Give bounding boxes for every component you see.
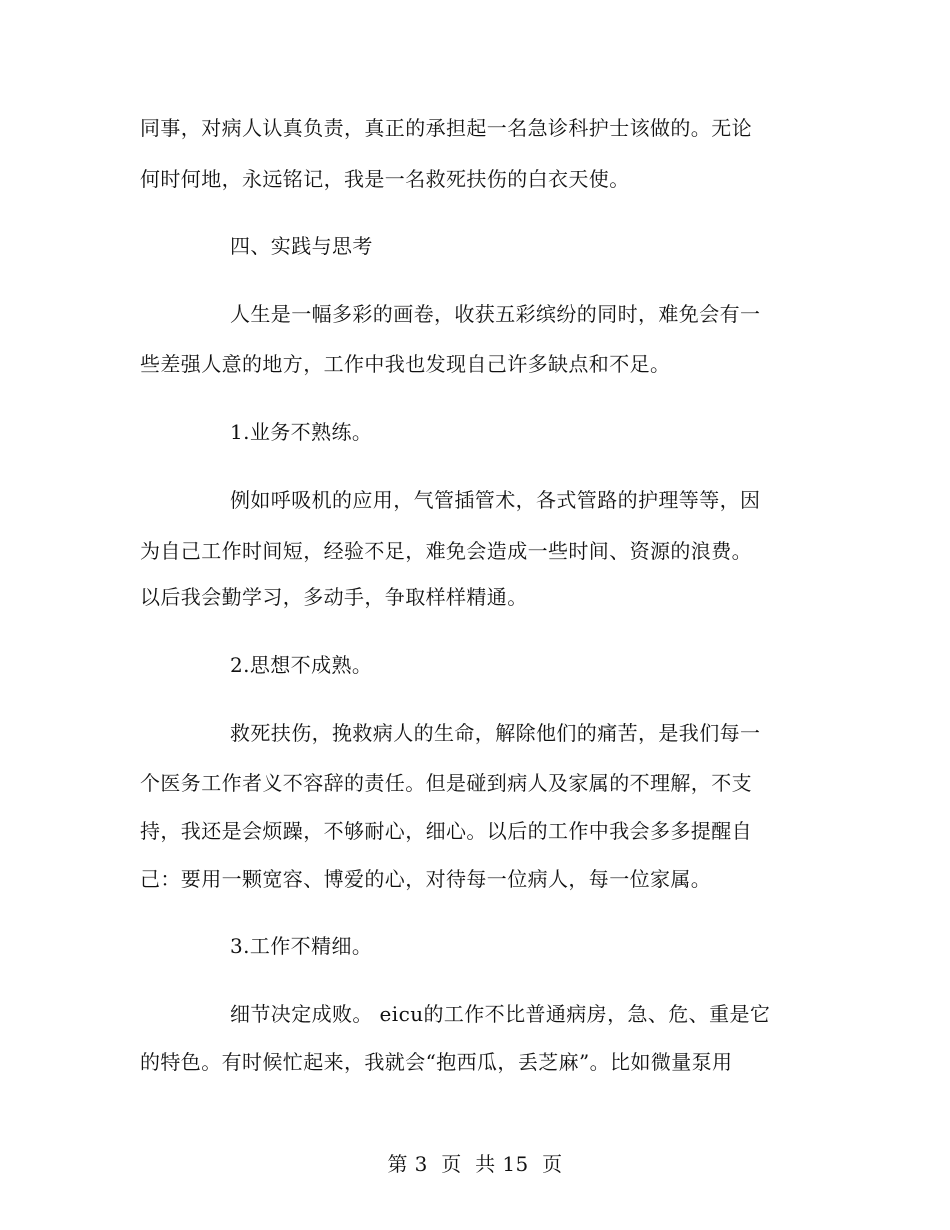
subheading: 3.工作不精细。 bbox=[230, 934, 373, 958]
body-line: 例如呼吸机的应用，气管插管术，各式管路的护理等等，因 bbox=[230, 488, 761, 512]
subheading: 2.思想不成熟。 bbox=[230, 653, 373, 677]
body-line: 的特色。有时候忙起来，我就会“抱西瓜，丢芝麻”。比如微量泵用 bbox=[140, 1050, 733, 1074]
body-line: 持，我还是会烦躁，不够耐心，细心。以后的工作中我会多多提醒自 bbox=[140, 819, 752, 843]
body-line: 细节决定成败。 eicu的工作不比普通病房，急、危、重是它 bbox=[230, 1002, 771, 1026]
subheading: 1.业务不熟练。 bbox=[230, 420, 373, 444]
body-line: 己：要用一颗宽容、博爱的心，对待每一位病人，每一位家属。 bbox=[140, 867, 712, 891]
body-line: 何时何地，永远铭记，我是一名救死扶伤的白衣天使。 bbox=[140, 167, 630, 191]
body-line: 个医务工作者义不容辞的责任。但是碰到病人及家属的不理解，不支 bbox=[140, 771, 752, 795]
body-line: 救死扶伤，挽救病人的生命，解除他们的痛苦，是我们每一 bbox=[230, 721, 761, 745]
section-heading: 四、实践与思考 bbox=[230, 234, 373, 258]
body-line: 些差强人意的地方，工作中我也发现自己许多缺点和不足。 bbox=[140, 352, 671, 376]
body-line: 人生是一幅多彩的画卷，收获五彩缤纷的同时，难免会有一 bbox=[230, 302, 761, 326]
page-number-footer: 第 3 页 共 15 页 bbox=[387, 1152, 563, 1176]
body-line: 以后我会勤学习，多动手，争取样样精通。 bbox=[140, 585, 528, 609]
body-line: 为自己工作时间短，经验不足，难免会造成一些时间、资源的浪费。 bbox=[140, 539, 752, 563]
body-line: 同事，对病人认真负责，真正的承担起一名急诊科护士该做的。无论 bbox=[140, 116, 752, 140]
